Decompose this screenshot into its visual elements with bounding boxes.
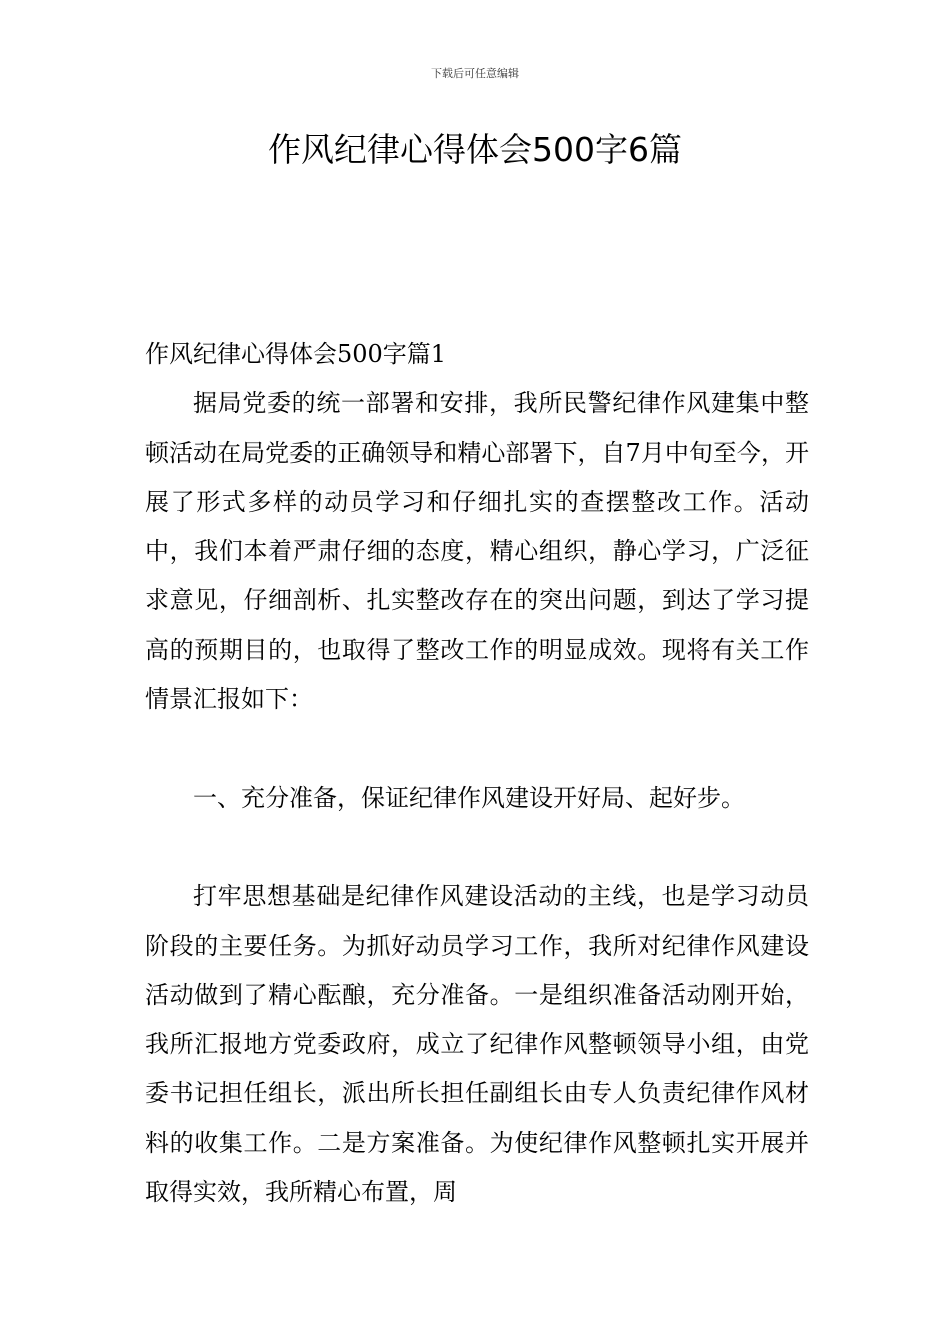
document-title: 作风纪律心得体会500字6篇 (268, 130, 682, 169)
paragraph-intro: 据局党委的统一部署和安排，我所民警纪律作风建集中整顿活动在局党委的正确领导和精心部署下，自7月中旬至今，开展了形式多样的动员学习和仔细扎实的查摆整改工作。活动中，我们本着严肃仔细的态度，精心组织，静心学习，广泛征求意见，仔细剖析、扎实整改存在的突出问题，到达了学习提高的预期目的，也取得了整改工作的明显成效。现将有关工作情景汇报如下： (145, 389, 809, 714)
paragraph-heading-one: 一、充分准备，保证纪律作风建设开好局、起好步。 (193, 783, 745, 812)
page-header-note: 下载后可任意编辑 (431, 67, 519, 80)
section-title: 作风纪律心得体会500字篇1 (145, 340, 447, 368)
paragraph-spacer (145, 724, 809, 773)
document-body (145, 330, 809, 1217)
paragraph-body: 打牢思想基础是纪律作风建设活动的主线，也是学习动员阶段的主要任务。为抓好动员学习工作，我所对纪律作风建设活动做到了精心酝酿，充分准备。一是组织准备活动刚开始，我所汇报地方党委政府，成立了纪律作风整顿领导小组，由党委书记担任组长，派出所长担任副组长由专人负责纪律作风材料的收集工作。二是方案准备。为使纪律作风整顿扎实开展并取得实效，我所精心布置，周 (145, 882, 809, 1207)
paragraph-spacer (145, 823, 809, 872)
